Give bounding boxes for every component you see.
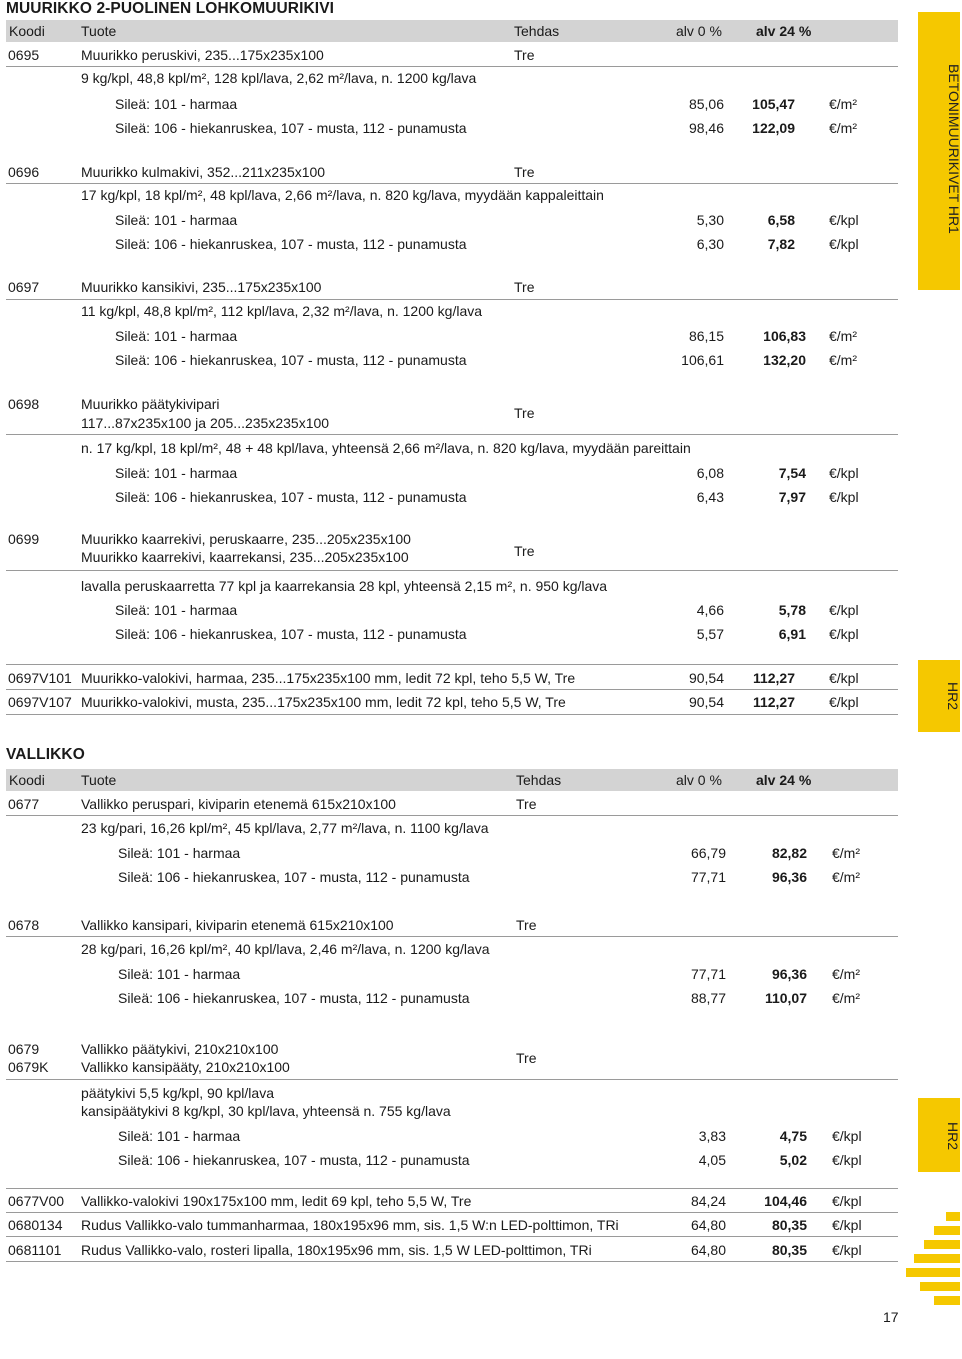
table-header [6,769,898,791]
variant-label: Sileä: 101 - harmaa [115,212,238,228]
header-tuote: Tuote [81,23,117,39]
product-code: 0698 [8,396,40,412]
product-code: 0697 [8,279,40,295]
price-alv0: 86,15 [688,328,724,344]
price-alv0: 77,71 [690,869,726,885]
table-header [6,20,898,42]
price-alv24: 132,20 [763,352,806,368]
price-alv24: 80,35 [771,1217,807,1233]
variant-label: Sileä: 106 - hiekanruskea, 107 - musta, 112 - punamusta [115,626,467,642]
product-name: Muurikko kansikivi, 235...175x235x100 [81,279,322,295]
price-alv24: 7,54 [778,465,806,481]
price-unit: €/kpl [832,1152,862,1168]
variant-label: Sileä: 101 - harmaa [115,328,238,344]
product-code: 0679 [8,1041,40,1057]
price-unit: €/kpl [829,236,859,252]
price-alv0: 64,80 [690,1217,726,1233]
product-plant: Tre [516,796,537,812]
edge-mark [924,1240,960,1249]
price-unit: €/m² [829,120,858,136]
product-code: 0677V00 [8,1193,65,1209]
section-title-muurikko: MUURIKKO 2-PUOLINEN LOHKOMUURIKIVI [6,0,335,17]
product-name-line2: 117...87x235x100 ja 205...235x235x100 [81,415,330,431]
price-alv24: 104,46 [764,1193,807,1209]
price-unit: €/m² [832,869,861,885]
variant-label: Sileä: 106 - hiekanruskea, 107 - musta, 112 - punamusta [115,120,467,136]
product-name: Muurikko-valokivi, harmaa, 235...175x235x100 mm, ledit 72 kpl, teho 5,5 W, Tre [81,670,576,686]
product-plant: Tre [514,279,535,295]
price-alv0: 66,79 [690,845,726,861]
header-koodi: Koodi [9,23,45,39]
product-info: 11 kg/kpl, 48,8 kpl/m², 112 kpl/lava, 2,32 m²/lava, n. 1200 kg/lava [81,303,483,319]
edge-mark [906,1268,960,1277]
product-code: 0697V101 [8,670,72,686]
side-tab-hr2 [918,1098,960,1172]
variant-label: Sileä: 106 - hiekanruskea, 107 - musta, 112 - punamusta [118,1152,470,1168]
price-unit: €/m² [829,96,858,112]
price-alv24: 4,75 [779,1128,807,1144]
price-alv24: 96,36 [771,966,807,982]
product-info: n. 17 kg/kpl, 18 kpl/m², 48 + 48 kpl/lava, yhteensä 2,66 m²/lava, n. 820 kg/lava, myydään pareittain [81,440,691,456]
edge-mark [946,1212,960,1221]
price-unit: €/kpl [832,1242,862,1258]
price-alv0: 6,30 [696,236,724,252]
price-unit: €/m² [829,352,858,368]
price-unit: €/m² [832,845,861,861]
product-name: Muurikko päätykivipari [81,396,220,412]
product-code: 0678 [8,917,40,933]
price-alv0: 3,83 [698,1128,726,1144]
product-code: 0677 [8,796,40,812]
header-alv0: alv 0 % [676,772,722,788]
price-alv24: 7,97 [778,489,806,505]
price-alv24: 112,27 [752,670,795,686]
product-name: Vallikko-valokivi 190x175x100 mm, ledit 69 kpl, teho 5,5 W, Tre [81,1193,472,1209]
product-plant: Tre [514,47,535,63]
side-tab-hr2 [918,660,960,732]
price-unit: €/kpl [832,1193,862,1209]
header-tuote: Tuote [81,772,117,788]
price-alv24: 80,35 [771,1242,807,1258]
edge-mark [920,1282,960,1291]
header-alv24: alv 24 % [756,772,812,788]
page-number: 17 [883,1309,899,1325]
price-alv0: 98,46 [688,120,724,136]
price-alv0: 4,05 [698,1152,726,1168]
product-info: 23 kg/pari, 16,26 kpl/m², 45 kpl/lava, 2,77 m²/lava, n. 1100 kg/lava [81,820,489,836]
price-unit: €/kpl [829,602,859,618]
product-info: 17 kg/kpl, 18 kpl/m², 48 kpl/lava, 2,66 m²/lava, n. 820 kg/lava, myydään kappaleittain [81,187,604,203]
variant-label: Sileä: 106 - hiekanruskea, 107 - musta, 112 - punamusta [115,489,467,505]
product-plant: Tre [516,917,537,933]
price-unit: €/kpl [832,1217,862,1233]
price-unit: €/kpl [829,694,859,710]
price-alv24: 7,82 [767,236,795,252]
product-name: Vallikko kansipari, kiviparin etenemä 615x210x100 [81,917,394,933]
price-alv0: 88,77 [690,990,726,1006]
variant-label: Sileä: 101 - harmaa [115,465,238,481]
price-alv0: 77,71 [690,966,726,982]
price-alv0: 6,08 [696,465,724,481]
price-alv0: 5,57 [696,626,724,642]
variant-label: Sileä: 106 - hiekanruskea, 107 - musta, 112 - punamusta [118,990,470,1006]
price-alv24: 106,83 [763,328,806,344]
price-unit: €/m² [832,966,861,982]
header-alv24: alv 24 % [756,23,812,39]
price-alv0: 106,61 [681,352,724,368]
edge-mark [934,1226,960,1235]
price-unit: €/kpl [829,465,859,481]
price-unit: €/kpl [829,212,859,228]
price-alv24: 110,07 [764,990,807,1006]
product-name-line2: Muurikko kaarrekivi, kaarrekansi, 235...205x235x100 [81,549,409,565]
price-alv0: 90,54 [688,670,724,686]
price-alv24: 96,36 [771,869,807,885]
variant-label: Sileä: 101 - harmaa [115,602,238,618]
variant-label: Sileä: 101 - harmaa [118,1128,241,1144]
section-title-vallikko: VALLIKKO [6,746,85,763]
product-name: Muurikko-valokivi, musta, 235...175x235x100 mm, ledit 72 kpl, teho 5,5 W, Tre [81,694,566,710]
product-name: Rudus Vallikko-valo, rosteri lipalla, 180x195x96 mm, sis. 1,5 W LED-polttimon, TRi [81,1242,592,1258]
product-info: 28 kg/pari, 16,26 kpl/m², 40 kpl/lava, 2,46 m²/lava, n. 1200 kg/lava [81,941,490,957]
header-tehdas: Tehdas [514,23,560,39]
price-alv0: 64,80 [690,1242,726,1258]
price-alv0: 84,24 [690,1193,726,1209]
price-alv24: 82,82 [771,845,807,861]
variant-label: Sileä: 101 - harmaa [115,96,238,112]
side-tab-hr1 [918,12,960,290]
product-code: 0697V107 [8,694,72,710]
price-alv24: 6,91 [778,626,806,642]
price-alv24: 5,78 [778,602,806,618]
edge-mark [934,1296,960,1305]
price-alv0: 4,66 [696,602,724,618]
side-tab-label: HR2 [945,682,961,711]
variant-label: Sileä: 106 - hiekanruskea, 107 - musta, 112 - punamusta [115,236,467,252]
product-name: Rudus Vallikko-valo tummanharmaa, 180x195x96 mm, sis. 1,5 W:n LED-polttimon, TRi [81,1217,619,1233]
product-code: 0699 [8,531,40,547]
product-name-line2: Vallikko kansipääty, 210x210x100 [81,1059,290,1075]
price-alv24: 105,47 [752,96,795,112]
variant-label: Sileä: 101 - harmaa [118,966,241,982]
header-koodi: Koodi [9,772,45,788]
price-alv0: 5,30 [696,212,724,228]
product-info: päätykivi 5,5 kg/kpl, 90 kpl/lava [81,1085,274,1101]
price-unit: €/kpl [829,670,859,686]
product-code-line2: 0679K [8,1059,49,1075]
price-unit: €/m² [829,328,858,344]
product-name: Muurikko kulmakivi, 352...211x235x100 [81,164,326,180]
variant-label: Sileä: 106 - hiekanruskea, 107 - musta, 112 - punamusta [115,352,467,368]
product-code: 0695 [8,47,40,63]
product-name: Muurikko kaarrekivi, peruskaarre, 235...205x235x100 [81,531,411,547]
variant-label: Sileä: 101 - harmaa [118,845,241,861]
price-alv24: 112,27 [752,694,795,710]
product-plant: Tre [514,405,535,421]
price-alv24: 6,58 [767,212,795,228]
header-alv0: alv 0 % [676,23,722,39]
product-name: Muurikko peruskivi, 235...175x235x100 [81,47,324,63]
variant-label: Sileä: 106 - hiekanruskea, 107 - musta, 112 - punamusta [118,869,470,885]
price-alv0: 90,54 [688,694,724,710]
product-info-line2: kansipäätykivi 8 kg/kpl, 30 kpl/lava, yhteensä n. 755 kg/lava [81,1103,451,1119]
product-name: Vallikko peruspari, kiviparin etenemä 615x210x100 [81,796,396,812]
price-unit: €/m² [832,990,861,1006]
product-plant: Tre [516,1050,537,1066]
product-code: 0680134 [8,1217,63,1233]
product-name: Vallikko päätykivi, 210x210x100 [81,1041,279,1057]
product-plant: Tre [514,543,535,559]
price-alv0: 85,06 [688,96,724,112]
price-unit: €/kpl [829,489,859,505]
edge-mark [914,1254,960,1263]
header-tehdas: Tehdas [516,772,562,788]
price-alv24: 5,02 [779,1152,807,1168]
product-plant: Tre [514,164,535,180]
product-code: 0681101 [8,1242,62,1258]
price-unit: €/kpl [829,626,859,642]
price-unit: €/kpl [832,1128,862,1144]
price-alv0: 6,43 [696,489,724,505]
product-info: lavalla peruskaarretta 77 kpl ja kaarrekansia 28 kpl, yhteensä 2,15 m², n. 950 kg/lava [81,578,608,594]
product-info: 9 kg/kpl, 48,8 kpl/m², 128 kpl/lava, 2,62 m²/lava, n. 1200 kg/lava [81,70,477,86]
side-tab-label: BETONIMUURIKIVET HR1 [946,64,962,234]
price-alv24: 122,09 [752,120,795,136]
product-code: 0696 [8,164,40,180]
side-tab-label: HR2 [945,1122,961,1151]
